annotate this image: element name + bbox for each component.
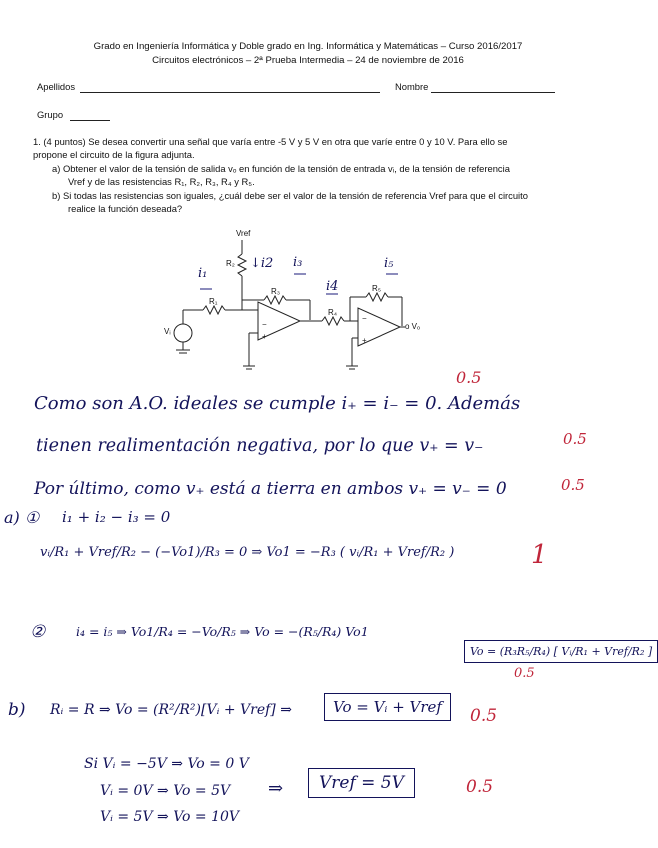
- part-b-result-box: Vo = Vᵢ + Vref: [324, 693, 451, 721]
- grade-mark-3: 0.5: [561, 476, 585, 494]
- part-a1-label: a) ①: [4, 508, 40, 527]
- question-b-line-1: b) Si todas las resistencias son iguales, ¿cuál debe ser el valor de la tensión de referencia Vref para que el circuito: [52, 190, 528, 201]
- svg-text:+: +: [362, 336, 367, 345]
- grupo-label: Grupo: [37, 109, 64, 120]
- current-i2-label: ↓i2: [250, 256, 274, 271]
- vref-result-box: Vref = 5V: [308, 768, 415, 798]
- grade-mark-6: 0.5: [470, 706, 498, 726]
- current-i5-label: i₅: [384, 256, 394, 271]
- grade-mark-2: 0.5: [563, 430, 587, 448]
- vo-label: o Vₒ: [405, 322, 421, 331]
- vref-label: Vref: [236, 229, 251, 238]
- case-line-3: Vᵢ = 5V ⇒ Vo = 10V: [100, 809, 240, 825]
- question-1-line-2: propone el circuito de la figura adjunta.: [33, 149, 195, 160]
- grade-mark-4: 1: [531, 540, 548, 570]
- answer-line-3: Por último, como v₊ está a tierra en ambos v₊ = v₋ = 0: [34, 479, 507, 499]
- answer-line-2: tienen realimentación negativa, por lo que v₊ = v₋: [36, 436, 484, 456]
- implies-arrow: ⇒: [268, 778, 284, 799]
- r2-label: R₂: [226, 259, 235, 268]
- part-a1-equation-1: i₁ + i₂ − i₃ = 0: [62, 508, 171, 526]
- question-a-line-2: Vref y de las resistencias R₁, R₂, R₃, R₄ y R₅.: [68, 176, 255, 187]
- part-a2-label: ②: [30, 622, 46, 642]
- case-line-1: Si Vᵢ = −5V ⇒ Vo = 0 V: [84, 756, 249, 772]
- vi-label: Vᵢ: [164, 327, 171, 336]
- r5-label: R₅: [372, 284, 381, 293]
- part-b-equation: Rᵢ = R ⇒ Vo = (R²/R²)[Vᵢ + Vref] ⇒: [50, 702, 292, 718]
- part-a2-equation: i₄ = i₅ ⇒ Vo1/R₄ = −Vo/R₅ ⇒ Vo = −(R₅/R₄) Vo1: [76, 624, 369, 639]
- part-a1-equation-2: vᵢ/R₁ + Vref/R₂ − (−Vo1)/R₃ = 0 ⇒ Vo1 = −R₃ ( vᵢ/R₁ + Vref/R₂ ): [40, 545, 455, 560]
- answer-line-1: Como son A.O. ideales se cumple i₊ = i₋ = 0. Además: [34, 393, 521, 414]
- svg-text:−: −: [262, 320, 267, 329]
- part-b-label: b): [8, 700, 26, 720]
- current-i3-label: i₃: [293, 255, 303, 270]
- r1-label: R₁: [209, 297, 218, 306]
- svg-text:−: −: [362, 314, 367, 323]
- grade-mark-1: 0.5: [456, 368, 482, 387]
- case-line-2: Vᵢ = 0V ⇒ Vo = 5V: [100, 783, 231, 799]
- question-b-line-2: realice la función deseada?: [68, 203, 183, 214]
- r3-label: R₃: [271, 287, 281, 296]
- current-i1-label: i₁: [198, 266, 208, 281]
- part-a2-result-box: Vo = (R₃R₅/R₄) [ Vᵢ/R₁ + Vref/R₂ ]: [464, 640, 658, 663]
- svg-text:+: +: [262, 332, 267, 341]
- apellidos-label: Apellidos: [37, 81, 76, 92]
- grade-mark-5: 0.5: [514, 666, 535, 681]
- course-header: Grado en Ingeniería Informática y Doble grado en Ing. Informática y Matemáticas – Curso 2016/2017: [93, 41, 523, 52]
- exam-title: Circuitos electrónicos – 2ª Prueba Intermedia – 24 de noviembre de 2016: [152, 55, 464, 66]
- question-1-line-1: 1. (4 puntos) Se desea convertir una señal que varía entre -5 V y 5 V en otra que varíe entre 0 y 10 V. Para ello se: [33, 136, 508, 147]
- current-i4-label: i4: [326, 279, 339, 294]
- r4-label: R₄: [328, 308, 338, 317]
- nombre-label: Nombre: [395, 81, 429, 92]
- grade-mark-7: 0.5: [466, 777, 494, 797]
- question-a-line-1: a) Obtener el valor de la tensión de salida vₒ en función de la tensión de entrada vᵢ, de la tensión de referencia: [52, 163, 510, 174]
